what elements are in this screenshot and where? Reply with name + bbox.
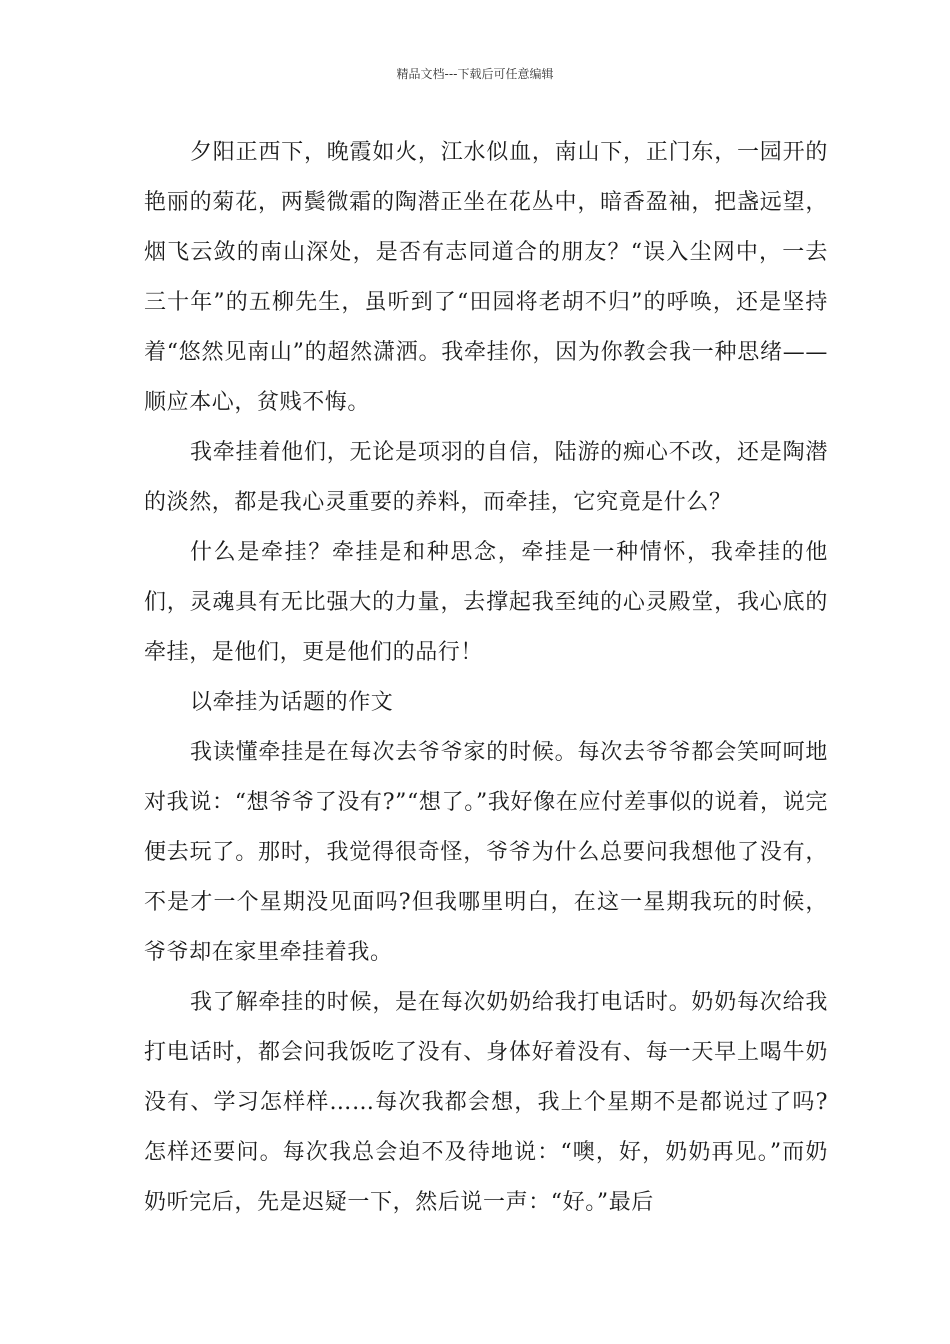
page-header: 精品文档---下载后可任意编辑	[396, 67, 554, 81]
paragraph-3: 什么是牵挂？牵挂是和种思念，牵挂是一种情怀，我牵挂的他们，灵魂具有无比强大的力量，去撑起我至纯的心灵殿堂，我心底的牵挂，是他们，更是他们的品行！	[144, 540, 828, 665]
document-body	[144, 128, 828, 1228]
paragraph-4: 我读懂牵挂是在每次去爷爷家的时候。每次去爷爷都会笑呵呵地对我说：“想爷爷了没有?”“想了。”我好像在应付差事似的说着，说完便去玩了。那时，我觉得很奇怪，爷爷为什么总要问我想他了没有，不是才一个星期没见面吗?但我哪里明白，在这一星期我玩的时候，爷爷却在家里牵挂着我。	[144, 740, 828, 965]
section-heading: 以牵挂为话题的作文	[190, 690, 394, 715]
paragraph-2: 我牵挂着他们，无论是项羽的自信，陆游的痴心不改，还是陶潜的淡然，都是我心灵重要的养料，而牵挂，它究竟是什么？	[144, 440, 828, 515]
paragraph-5: 我了解牵挂的时候，是在每次奶奶给我打电话时。奶奶每次给我打电话时，都会问我饭吃了没有、身体好着没有、每一天早上喝牛奶没有、学习怎样样……每次我都会想，我上个星期不是都说过了吗?怎样还要问。每次我总会迫不及待地说：“噢，好，奶奶再见。”而奶奶听完后，先是迟疑一下，然后说一声：“好。”最后	[144, 990, 828, 1215]
paragraph-1: 夕阳正西下，晚霞如火，江水似血，南山下，正门东，一园开的艳丽的菊花，两鬓微霜的陶潜正坐在花丛中，暗香盈袖，把盏远望，烟飞云敛的南山深处，是否有志同道合的朋友？“误入尘网中，一去三十年”的五柳先生，虽听到了“田园将老胡不归”的呼唤，还是坚持着“悠然见南山”的超然潇洒。我牵挂你，因为你教会我一种思绪——顺应本心，贫贱不悔。	[144, 140, 828, 415]
